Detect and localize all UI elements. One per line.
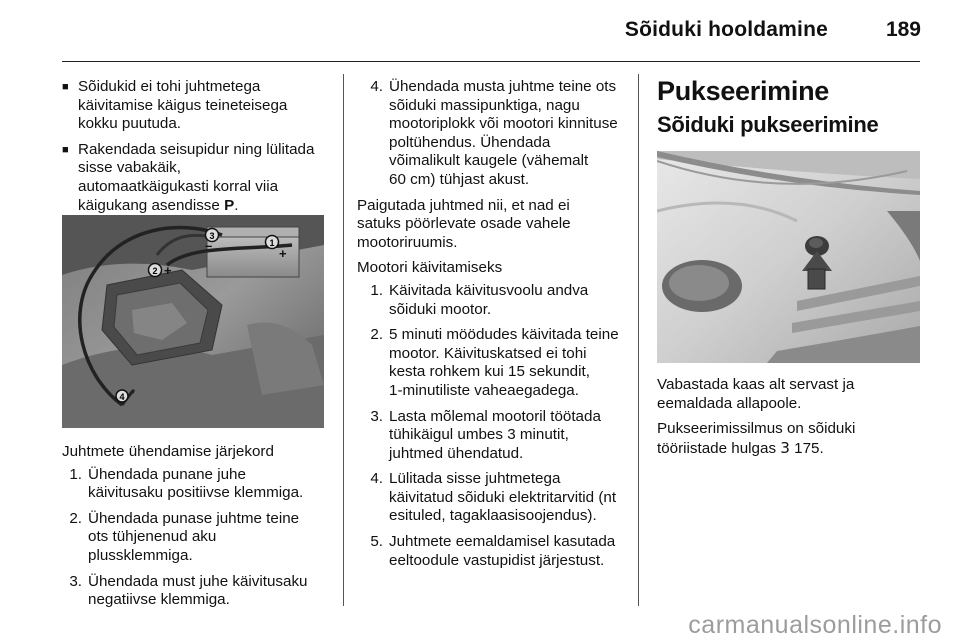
list-item xyxy=(357,533,632,570)
figure-label-3: 3 xyxy=(209,231,215,241)
list-text: Lülitada sisse juhtmetega käivitatud sõiduki elektritarvitid (nt esituled, tagaklaasisoojendus). xyxy=(389,470,617,525)
column-divider-1 xyxy=(343,74,344,606)
list-number: 3. xyxy=(69,572,82,590)
bullet-item xyxy=(62,78,337,134)
list-text: Juhtmete eemaldamisel kasutada eeltoodule vastupidist järjestust. xyxy=(389,533,616,569)
column-1-lower xyxy=(62,443,337,617)
list-number: 1. xyxy=(370,281,383,299)
list-item xyxy=(357,282,632,319)
engine-start-intro: Mootori käivitamiseks xyxy=(357,259,503,277)
bullet-text-part: Rakendada seisupidur ning lülitada sisse vabakäik, automaatkäigukasti korral viia käigukang asendisse xyxy=(78,140,315,214)
bold-gear-p: P xyxy=(224,196,235,214)
list-number: 4. xyxy=(370,78,383,95)
paragraph: Paigutada juhtmed nii, et nad ei satuks pöörlevate osade vahele mootoriruumis. xyxy=(357,196,571,251)
jump-start-photo xyxy=(62,215,324,428)
list-text: Käivitada käivitusvoolu andva sõiduki mootor. xyxy=(389,281,589,318)
section-heading: Pukseerimine xyxy=(657,76,829,106)
page-reference-number: 175. xyxy=(789,439,824,457)
list-item xyxy=(357,470,632,526)
paragraph: Vabastada kaas alt servast ja eemaldada allapoole. xyxy=(657,376,855,412)
svg-text:–: – xyxy=(205,238,213,253)
column-3 xyxy=(657,76,922,148)
list-number: 1. xyxy=(69,465,82,483)
list-text: Ühendada punane juhe käivitusaku positiivse klemmiga. xyxy=(88,465,304,502)
engine-bay-illustration xyxy=(62,215,324,428)
figure-label-1: 1 xyxy=(269,238,275,248)
page-number: 189 xyxy=(885,18,921,41)
list-number: 2. xyxy=(370,326,383,344)
list-number: 5. xyxy=(370,533,383,551)
paragraph-text: Pukseerimissilmus on sõiduki tööriistade hulgas xyxy=(657,420,856,457)
svg-text:+: + xyxy=(279,246,287,261)
list-number: 3. xyxy=(370,407,383,425)
column-2 xyxy=(357,78,632,577)
bullet-item xyxy=(62,141,337,215)
towing-eye-cover-photo xyxy=(657,151,920,363)
list-text: 5 minuti möödudes käivitada teine mootor. Käivituskatsed ei tohi kesta rohkem kui 15 sekundit, 1-minutiliste vaheaegadega. xyxy=(389,326,619,399)
running-header-title: Sõiduki hooldamine xyxy=(624,18,828,41)
bullet-text: Sõidukid ei tohi juhtmetega käivitamise käigus teineteisega kokku puutuda. xyxy=(78,78,288,133)
bullet-square-icon: ■ xyxy=(62,143,69,156)
watermark: carmanualsonline.info xyxy=(688,611,942,639)
list-number: 2. xyxy=(69,509,82,527)
list-item xyxy=(62,466,337,503)
svg-text:+: + xyxy=(164,263,172,278)
figure-label-2: 2 xyxy=(152,266,158,276)
column-divider-2 xyxy=(638,74,639,606)
list-item xyxy=(357,326,632,400)
list-text: Ühendada musta juhtme teine ots sõiduki massipunktiga, nagu mootoriplokk või mootori kinnituse poltühendus. Ühendada võimalikult kaugele (vähemalt 60 cm) tühjast akust. xyxy=(389,78,618,188)
list-item xyxy=(62,573,337,610)
bullet-text xyxy=(78,141,314,215)
column-3-lower xyxy=(657,376,922,458)
page-reference-arrow-icon: 3 xyxy=(780,438,790,457)
header-rule xyxy=(62,61,920,62)
list-text: Lasta mõlemal mootoril töötada tühikäigul umbes 3 minutit, juhtmed ühendatud. xyxy=(389,407,601,462)
bullet-text-end: . xyxy=(234,196,239,214)
list-text: Ühendada must juhe käivitusaku negatiivse klemmiga. xyxy=(88,572,308,609)
list-item xyxy=(62,510,337,566)
bullet-square-icon: ■ xyxy=(62,81,69,93)
list-item xyxy=(357,78,632,190)
list-item xyxy=(357,408,632,464)
figure-label-4: 4 xyxy=(119,392,125,402)
front-bumper-illustration xyxy=(657,151,920,363)
connection-order-intro: Juhtmete ühendamise järjekord xyxy=(62,443,274,460)
list-number: 4. xyxy=(370,470,383,488)
list-text: Ühendada punase juhtme teine ots tühjenenud aku plussklemmiga. xyxy=(88,509,300,564)
column-1 xyxy=(62,78,337,222)
subsection-heading: Sõiduki pukseerimine xyxy=(657,112,879,137)
paragraph-with-reference xyxy=(657,420,922,458)
